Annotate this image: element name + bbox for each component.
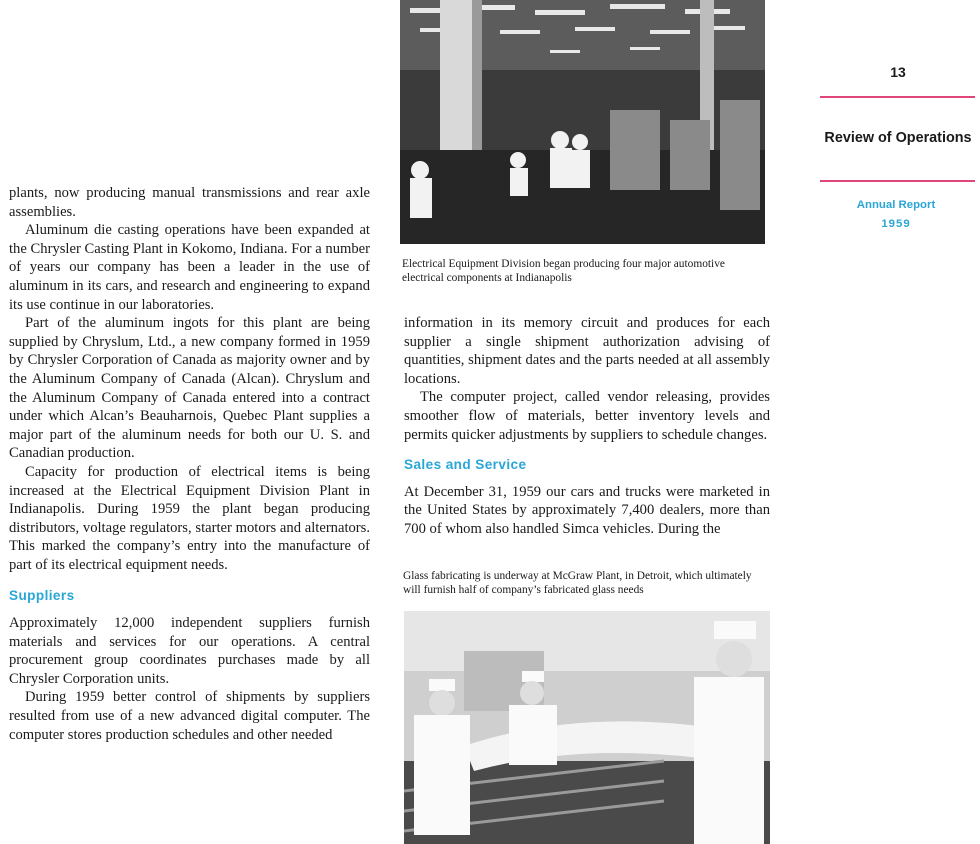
left-column bbox=[9, 184, 370, 744]
heading-suppliers: Suppliers bbox=[9, 588, 75, 604]
photo-glass-fabricating bbox=[404, 611, 770, 844]
section-title: Review of Operations bbox=[824, 130, 972, 146]
middle-column bbox=[404, 314, 770, 539]
paragraph: Aluminum die casting operations have been expanded at the Chrysler Casting Plant in Kokomo, Indiana. For a number of years our company has been a leader in the use of aluminum in its cars, and research and engineering to expand its use continue in our laboratories. bbox=[9, 222, 370, 313]
heading-sales-and-service: Sales and Service bbox=[404, 457, 527, 473]
divider bbox=[820, 180, 975, 182]
paragraph: Approximately 12,000 independent suppliers furnish materials and services for our operations. A central procurement group coordinates purchases made by all Chrysler Corporation units. bbox=[9, 615, 370, 687]
report-label: Annual Report bbox=[856, 199, 936, 211]
paragraph: The computer project, called vendor releasing, provides smoother flow of materials, better inventory levels and permits quicker adjustments by suppliers to schedule changes. bbox=[404, 389, 770, 443]
paragraph: information in its memory circuit and produces for each supplier a single shipment authorization advising of quantities, shipment dates and the parts needed at all assembly locations. bbox=[404, 315, 770, 387]
paragraph: plants, now producing manual transmissions and rear axle assemblies. bbox=[9, 185, 370, 220]
photo-electrical-plant bbox=[400, 0, 765, 244]
caption-electrical-plant: Electrical Equipment Division began producing four major automotive electrical components at Indianapolis bbox=[402, 258, 725, 284]
caption-glass-plant: Glass fabricating is underway at McGraw Plant, in Detroit, which ultimately will furnish half of company’s fabricated glass needs bbox=[403, 570, 752, 596]
paragraph: Part of the aluminum ingots for this plant are being supplied by Chryslum, Ltd., a new company formed in 1959 by Chrysler Corporation of Canada as majority owner and by the Aluminum Company of Canada (Alcan). Chryslum and the Aluminum Company of Canada entered into a contract under which Alcan’s Beauharnois, Quebec Plant supplies a major part of the aluminum needs for both our U. S. and Canadian production. bbox=[9, 315, 370, 462]
divider bbox=[820, 96, 975, 98]
report-year: 1959 bbox=[881, 218, 911, 230]
paragraph: At December 31, 1959 our cars and trucks were marketed in the United States by approximately 7,400 dealers, more than 700 of whom also handled Simca vehicles. During the bbox=[404, 483, 770, 537]
paragraph: Capacity for production of electrical items is being increased at the Electrical Equipment Division Plant in Indianapolis. During 1959 the plant began producing distributors, voltage regulators, starter motors and alternators. This marked the company’s entry into the manufacture of part of its electrical equipment needs. bbox=[9, 463, 370, 573]
page-number: 13 bbox=[890, 64, 906, 80]
paragraph: During 1959 better control of shipments by suppliers resulted from use of a new advanced digital computer. The computer stores production schedules and other needed bbox=[9, 689, 370, 743]
